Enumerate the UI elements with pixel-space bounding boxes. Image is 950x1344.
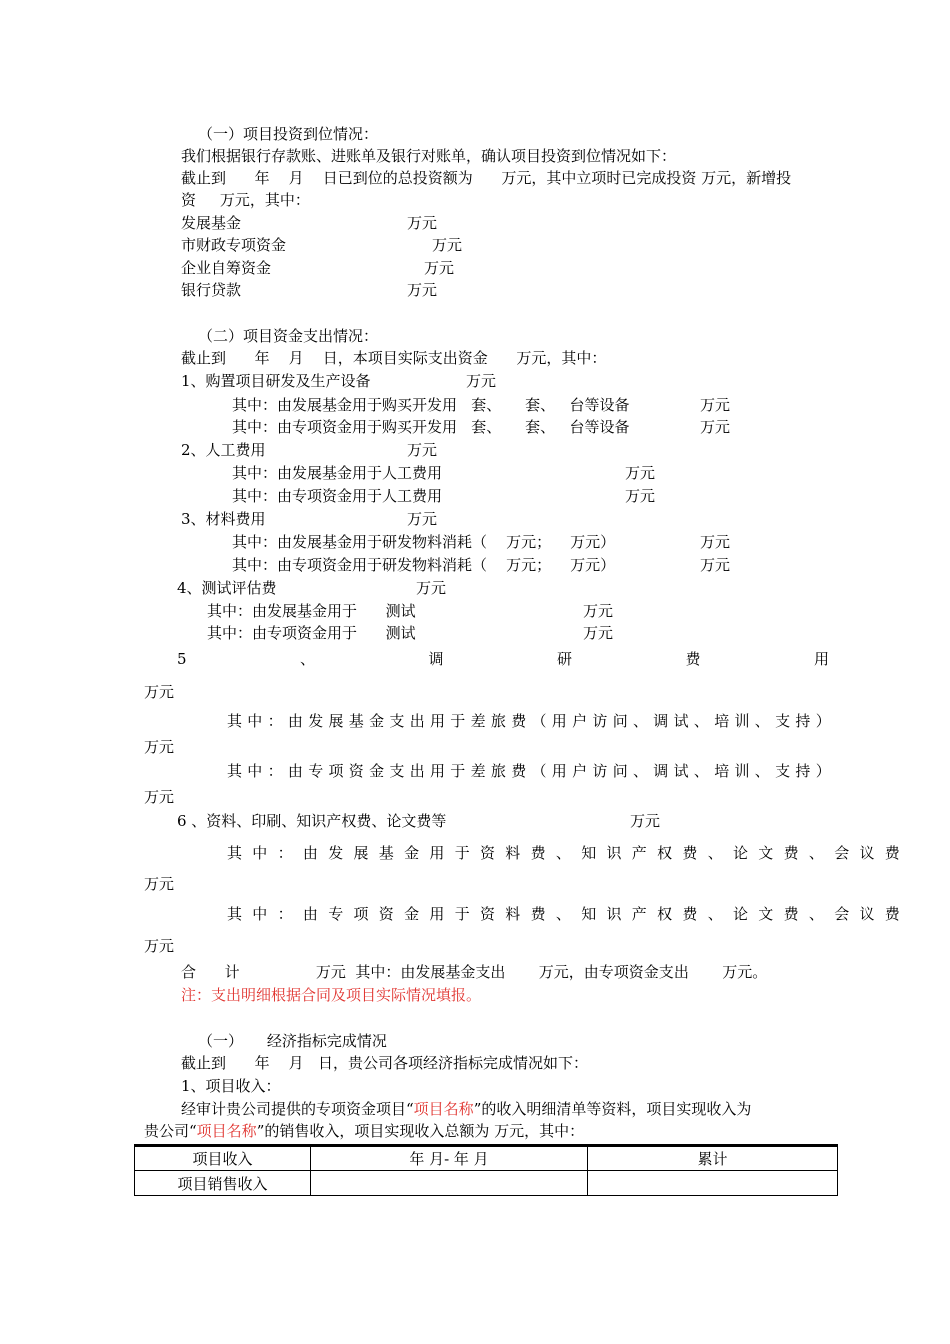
item3-unit: 万元 (407, 510, 438, 528)
item4a-text: 其中：由发展基金用于 测试 (207, 602, 416, 620)
item2-unit: 万元 (407, 441, 438, 459)
item1-label: 1、购置项目研发及生产设备 (181, 372, 371, 390)
item4-unit: 万元 (416, 579, 447, 597)
item5b-text: 其中：由专项资金支出用于差旅费（用户访问、调试、培训、支持） (227, 762, 837, 780)
table-header: 年 月- 年 月 (311, 1146, 588, 1171)
item1a-text: 其中：由发展基金用于购买开发用 套、 套、 台等设备 (232, 396, 630, 414)
item5-char: 、 (300, 650, 316, 668)
item1-unit: 万元 (466, 372, 497, 390)
section1-title: （一）项目投资到位情况： (198, 125, 379, 143)
item5a-unit: 万元 (144, 738, 175, 756)
item6-label: 6 、资料、印刷、知识产权费、论文费等 (177, 812, 447, 830)
item3a-unit: 万元 (700, 533, 731, 551)
item6b-text: 其中：由专项资金用于资料费、知识产权费、论文费、会议费 (227, 905, 911, 923)
item2-label: 2、人工费用 (181, 441, 266, 459)
total-line: 合 计 万元 其中：由发展基金支出 万元，由专项资金支出 万元。 (181, 963, 768, 981)
item2b-unit: 万元 (625, 487, 656, 505)
revenue-table (134, 1145, 838, 1196)
item4-label: 4、测试评估费 (177, 579, 277, 597)
section2-intro: 截止到 年 月 日，本项目实际支出资金 万元，其中： (181, 349, 607, 367)
item1b-text: 其中：由专项资金用于购买开发用 套、 套、 台等设备 (232, 418, 630, 436)
item5-char: 费 (685, 650, 701, 668)
item4b-text: 其中：由专项资金用于 测试 (207, 624, 416, 642)
item6a-text: 其中：由发展基金用于资料费、知识产权费、论文费、会议费 (227, 844, 911, 862)
item2a-text: 其中：由发展基金用于人工费用 (232, 464, 443, 482)
table-header-row (135, 1146, 838, 1171)
project-name-placeholder: 项目名称 (196, 1122, 257, 1140)
item2b-text: 其中：由专项资金用于人工费用 (232, 487, 443, 505)
item6a-unit: 万元 (144, 875, 175, 893)
fund-self-unit: 万元 (424, 259, 455, 277)
item3a-text: 其中：由发展基金用于研发物料消耗（ 万元； 万元） (232, 533, 616, 551)
item1b-unit: 万元 (700, 418, 731, 436)
item5-unit: 万元 (144, 683, 175, 701)
fund-city-unit: 万元 (432, 236, 463, 254)
section3-para-line2 (144, 1121, 584, 1141)
section2-title: （二）项目资金支出情况： (198, 327, 379, 345)
note-text: 注：支出明细根据合同及项目实际情况填报。 (181, 986, 482, 1004)
item4b-unit: 万元 (583, 624, 614, 642)
item5a-text: 其中：由发展基金支出用于差旅费（用户访问、调试、培训、支持） (227, 712, 837, 730)
fund-loan-label: 银行贷款 (181, 281, 242, 299)
item3-label: 3、材料费用 (181, 510, 266, 528)
section1-line1: 截止到 年 月 日已到位的总投资额为 万元，其中立项时已完成投资 万元，新增投 (181, 169, 792, 187)
para1-text-a: 经审计贵公司提供的专项资金项目“ (181, 1100, 414, 1118)
fund-dev-label: 发展基金 (181, 214, 242, 232)
table-cell (311, 1171, 588, 1196)
table-header: 累计 (588, 1146, 838, 1171)
item4a-unit: 万元 (583, 602, 614, 620)
item5-char: 调 (428, 650, 444, 668)
item3b-unit: 万元 (700, 556, 731, 574)
item6-unit: 万元 (630, 812, 661, 830)
fund-city-label: 市财政专项资金 (181, 236, 287, 254)
item5-line (177, 649, 829, 669)
item1a-unit: 万元 (700, 396, 731, 414)
section3-intro: 截止到 年 月 日，贵公司各项经济指标完成情况如下： (181, 1054, 588, 1072)
fund-loan-unit: 万元 (407, 281, 438, 299)
fund-self-label: 企业自筹资金 (181, 259, 272, 277)
item6b-unit: 万元 (144, 937, 175, 955)
item5-char: 研 (556, 650, 572, 668)
table-cell: 项目销售收入 (135, 1171, 311, 1196)
para2-text-a: 贵公司“ (144, 1122, 197, 1140)
item5-char: 5 (177, 650, 187, 668)
para1-text-b: ”的收入明细清单等资料，项目实现收入为 (473, 1100, 752, 1118)
table-row (135, 1171, 838, 1196)
table-header: 项目收入 (135, 1146, 311, 1171)
para2-text-b: ”的销售收入，项目实现收入总额为 万元，其中： (256, 1122, 585, 1140)
item5-char: 用 (813, 650, 829, 668)
section3-title: （一） 经济指标完成情况 (198, 1032, 387, 1050)
table-cell (588, 1171, 838, 1196)
fund-dev-unit: 万元 (407, 214, 438, 232)
section1-line2: 资 万元，其中： (181, 191, 310, 209)
item2a-unit: 万元 (625, 464, 656, 482)
item5b-unit: 万元 (144, 788, 175, 806)
project-name-placeholder: 项目名称 (413, 1100, 474, 1118)
section1-intro: 我们根据银行存款账、进账单及银行对账单，确认项目投资到位情况如下： (181, 147, 677, 165)
section3-para-line1 (181, 1099, 751, 1119)
section3-sub: 1、项目收入： (181, 1077, 281, 1095)
item3b-text: 其中：由专项资金用于研发物料消耗（ 万元； 万元） (232, 556, 616, 574)
